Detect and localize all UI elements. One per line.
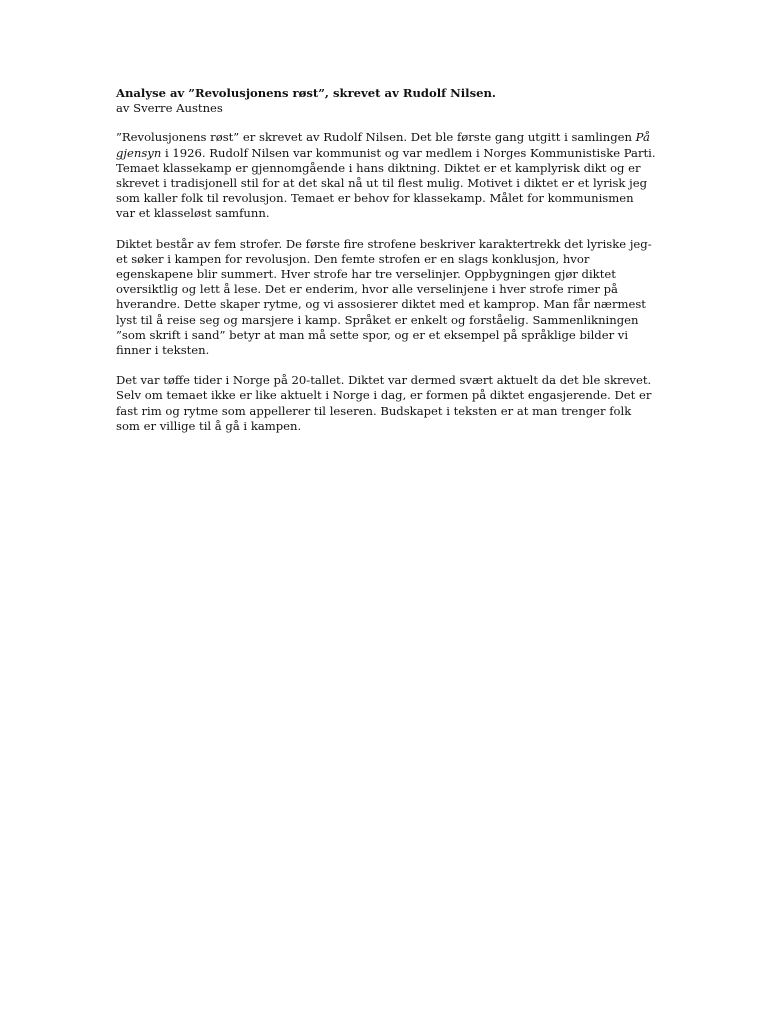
paragraph-conclusion-rest: Selv om temaet ikke er like aktuelt i Norge i dag, er formen på diktet engasjerende. Det er fast rim og rytme som appellerer til leseren. Budskapet i teksten er at man trenger folk som er villige til å gå i kampen. <box>116 388 652 433</box>
paragraph-intro-text-continued: i 1926. Rudolf Nilsen var kommunist og var medlem i Norges Kommunistiske Parti. Temaet klassekamp er gjennomgående i hans diktning. Diktet er et kamplyrisk dikt og er skrevet i tradisjonell stil for at det skal nå ut til flest mulig. Motivet i diktet er et lyrisk jeg som kaller folk til revolusjon. Temaet er behov for klassekamp. Målet for kommunismen var et klasseløst samfunn. <box>116 145 656 221</box>
paragraph-intro-text: ”Revolusjonens røst” er skrevet av Rudolf Nilsen. Det ble første gang utgitt i samlingen <box>116 130 636 145</box>
book-title: På gjensyn <box>116 130 650 160</box>
paragraph-structure: Diktet består av fem strofer. De første fire strofene beskriver karaktertrekk det lyriske jeg-et søker i kampen for revolusjon. Den femte strofen er en slags konklusjon, hvor egenskapene blir summert. Hver strofe har tre verselinjer. Oppbygningen gjør diktet oversiktlig og lett å lese. Det er enderim, hvor alle verselinjene i hver strofe rimer på hverandre. Dette skaper rytme, og vi assosierer diktet med et kamprop. Man får nærmest lyst til å reise seg og marsjere i kamp. Språket er enkelt og forståelig. Sammenlikningen ”som skrift i sand” betyr at man må sette spor, og er et eksempel på språklige bilder vi finner i teksten. <box>116 236 652 358</box>
paragraph-intro <box>116 130 656 221</box>
document-title: Analyse av ”Revolusjonens røst”, skrevet av Rudolf Nilsen. <box>116 86 496 100</box>
paragraph-conclusion <box>116 373 656 434</box>
document-body <box>116 86 656 449</box>
document-byline: av Sverre Austnes <box>116 101 223 116</box>
paragraph-conclusion-line1: Det var tøffe tider i Norge på 20-tallet. Diktet var dermed svært aktuelt da det ble skrevet. <box>116 373 652 388</box>
